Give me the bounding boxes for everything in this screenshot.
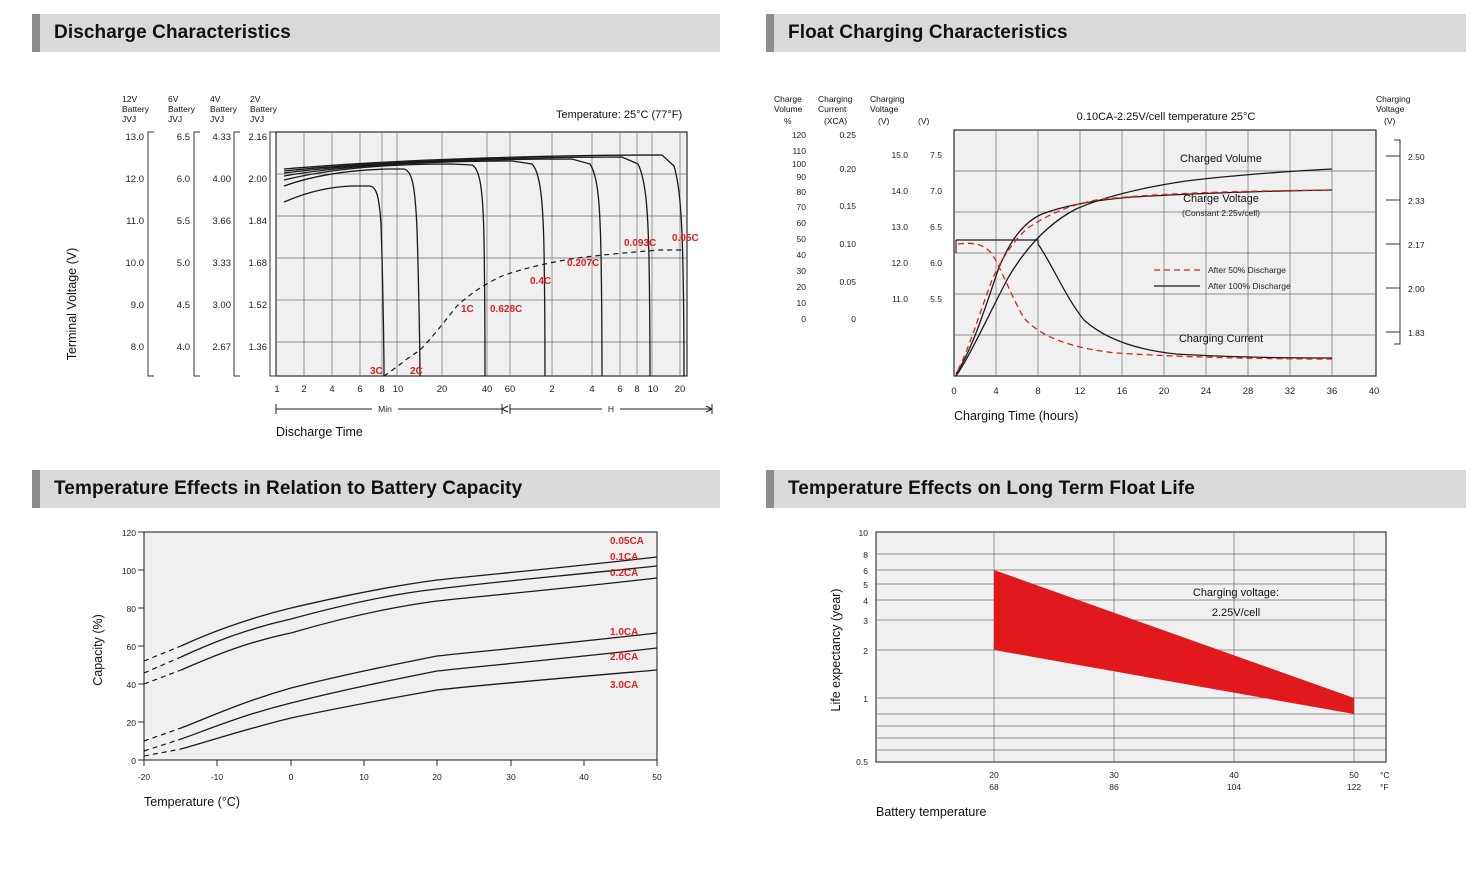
x-float-10: 40 (1368, 386, 1380, 397)
series-label-0207c: 0.207C (567, 258, 600, 269)
series-label-30ca: 3.0CA (610, 680, 639, 691)
x-h-3: 8 (634, 384, 640, 395)
y-4v-0: 4.33 (212, 132, 231, 143)
y-cap-0: 0 (131, 756, 136, 766)
y-cap-120: 120 (121, 528, 136, 538)
y-cc-020: 0.20 (839, 164, 856, 174)
scale-2v-l1: 2V (250, 94, 261, 104)
y-12v-3: 10.0 (125, 258, 144, 269)
axis-head-charging-current-unit: (XCA) (824, 116, 848, 126)
y-life-5: 5 (863, 580, 868, 590)
scale-4v-l3: JVJ (210, 114, 225, 124)
scale-12v-l3: JVJ (122, 114, 137, 124)
y-6v-2: 5.5 (176, 216, 190, 227)
y-12v-4: 9.0 (130, 300, 144, 311)
y-cap-60: 60 (126, 642, 136, 652)
page-title-floatlife: Temperature Effects on Long Term Float Life (788, 478, 1195, 499)
scale-2v-l3: JVJ (250, 114, 265, 124)
floatlife-annotation-line1: Charging voltage: (1192, 587, 1280, 599)
header-accent-bar (32, 470, 40, 508)
y-cv-100: 100 (791, 159, 806, 169)
x-h-0: 2 (549, 384, 555, 395)
x-cap-5: 30 (506, 772, 516, 782)
discharge-xlabel: Discharge Time (276, 425, 363, 439)
x-cap-4: 20 (432, 772, 442, 782)
x-cap-0: -20 (137, 772, 151, 782)
y-cv-110: 110 (792, 146, 806, 156)
series-label-02ca: 0.2CA (610, 568, 639, 579)
y-right-217: 2.17 (1408, 240, 1425, 250)
series-label-0628c: 0.628C (490, 304, 523, 315)
axis-head-charging-voltage-1: Charging (870, 94, 905, 104)
x-float-8: 32 (1284, 386, 1296, 397)
x-life-c-2: 40 (1229, 770, 1239, 780)
x-h-1: 4 (589, 384, 595, 395)
x-float-9: 36 (1326, 386, 1338, 397)
y-6v-1: 6.0 (176, 174, 190, 185)
series-label-20ca: 2.0CA (610, 652, 639, 663)
y-cell-65: 6.5 (930, 222, 942, 232)
y-cv-0: 0 (801, 314, 806, 324)
y-4v-3: 3.33 (212, 258, 231, 269)
y-6v-0: 6.5 (176, 132, 190, 143)
floatlife-xlabel: Battery temperature (876, 805, 987, 819)
y-2v-4: 1.52 (248, 300, 267, 311)
x-min-2: 4 (329, 384, 335, 395)
y-6v-4: 4.5 (176, 300, 190, 311)
x-h-4: 10 (647, 384, 659, 395)
y-life-3: 3 (863, 616, 868, 626)
x-unit-min: Min (378, 404, 392, 414)
y-cv-40: 40 (796, 250, 806, 260)
scale-12v-l1: 12V (122, 94, 138, 104)
y-right-250: 2.50 (1408, 152, 1425, 162)
y-cvolt-130: 13.0 (891, 222, 908, 232)
page-title-discharge: Discharge Characteristics (54, 22, 291, 43)
y-cap-20: 20 (126, 718, 136, 728)
x-float-1: 4 (993, 386, 999, 397)
axis-head-charging-voltage-unit: (V) (878, 116, 890, 126)
x-cap-1: -10 (210, 772, 224, 782)
x-float-3: 12 (1074, 386, 1086, 397)
y-cvolt-150: 15.0 (891, 150, 908, 160)
x-min-3: 6 (357, 384, 363, 395)
y-cv-20: 20 (796, 282, 806, 292)
axis-head-right-2: Voltage (1376, 104, 1405, 114)
y-6v-3: 5.0 (176, 258, 190, 269)
header-accent-bar (766, 14, 774, 52)
label-charged-volume: Charged Volume (1180, 153, 1262, 165)
y-life-05: 0.5 (856, 757, 868, 767)
scale-4v-l2: Battery (210, 104, 237, 114)
series-label-10ca: 1.0CA (610, 627, 639, 638)
x-h-5: 20 (674, 384, 686, 395)
header-accent-bar (32, 14, 40, 52)
y-4v-1: 4.00 (212, 174, 231, 185)
y-life-6: 6 (863, 566, 868, 576)
x-life-f-3: 122 (1346, 782, 1362, 792)
axis-head-charging-current-1: Charging (818, 94, 853, 104)
tempcap-plot-area (144, 532, 657, 760)
float-xlabel: Charging Time (hours) (954, 409, 1079, 423)
floatlife-ylabel: Life expectancy (year) (829, 588, 843, 712)
axis-head-right-unit: (V) (1384, 116, 1396, 126)
series-label-0093c: 0.093C (624, 238, 657, 249)
x-cap-3: 10 (359, 772, 369, 782)
y-12v-0: 13.0 (125, 132, 144, 143)
y-4v-5: 2.67 (212, 342, 231, 353)
float-chart (766, 54, 1466, 454)
y-2v-5: 1.36 (248, 342, 267, 353)
panel-float-header (766, 14, 1466, 52)
y-life-8: 8 (863, 550, 868, 560)
series-label-01ca: 0.1CA (610, 552, 639, 563)
y-2v-0: 2.16 (248, 132, 267, 143)
y-cell-75: 7.5 (930, 150, 942, 160)
axis-head-charging-voltage-2: Voltage (870, 104, 899, 114)
tempcap-ylabel: Capacity (%) (91, 614, 105, 686)
x-life-f-1: 86 (1109, 782, 1119, 792)
series-label-005c: 0.05C (672, 233, 699, 244)
y-cvolt-140: 14.0 (891, 186, 908, 196)
x-float-4: 16 (1116, 386, 1128, 397)
x-float-5: 20 (1158, 386, 1170, 397)
x-min-8: 60 (504, 384, 516, 395)
y-cap-100: 100 (121, 566, 136, 576)
y-cell-55: 5.5 (930, 294, 942, 304)
series-label-04c: 0.4C (530, 276, 552, 287)
scale-2v-l2: Battery (250, 104, 277, 114)
y-4v-2: 3.66 (212, 216, 231, 227)
y-2v-2: 1.84 (248, 216, 267, 227)
y-cv-90: 90 (796, 172, 806, 182)
scale-6v-l2: Battery (168, 104, 195, 114)
panel-tempcap-header (32, 470, 720, 508)
scale-6v-l1: 6V (168, 94, 179, 104)
y-cv-10: 10 (796, 298, 806, 308)
y-cc-015: 0.15 (839, 201, 856, 211)
y-cv-50: 50 (796, 234, 806, 244)
legend-after-100: After 100% Discharge (1208, 281, 1291, 291)
float-annotation: 0.10CA-2.25V/cell temperature 25°C (1076, 111, 1256, 123)
x-cap-7: 50 (652, 772, 662, 782)
x-float-0: 0 (951, 386, 957, 397)
x-float-6: 24 (1200, 386, 1212, 397)
y-cv-70: 70 (796, 202, 806, 212)
label-charge-voltage: Charge Voltage (1183, 193, 1259, 205)
y-cc-0: 0 (851, 314, 856, 324)
x-unit-celsius: °C (1380, 770, 1390, 780)
x-cap-2: 0 (288, 772, 294, 782)
floatlife-chart (766, 510, 1466, 860)
axis-head-charging-current-2: Current (818, 104, 847, 114)
x-life-c-3: 50 (1349, 770, 1359, 780)
scale-4v-l1: 4V (210, 94, 221, 104)
x-h-2: 6 (617, 384, 623, 395)
header-accent-bar (766, 470, 774, 508)
tempcap-chart (32, 510, 720, 860)
x-min-4: 8 (379, 384, 385, 395)
discharge-ylabel: Terminal Voltage (V) (65, 247, 79, 361)
x-unit-h: H (607, 404, 615, 414)
x-life-c-1: 30 (1109, 770, 1119, 780)
discharge-annotation: Temperature: 25°C (77°F) (556, 109, 683, 121)
y-2v-1: 2.00 (248, 174, 267, 185)
y-cv-60: 60 (796, 218, 806, 228)
panel-floatlife-header (766, 470, 1466, 508)
y-life-1: 1 (863, 694, 868, 704)
y-cv-120: 120 (791, 130, 806, 140)
floatlife-annotation-line2: 2.25V/cell (1211, 607, 1261, 619)
axis-head-charge-volume-unit: % (784, 116, 792, 126)
series-label-005ca: 0.05CA (610, 536, 644, 547)
page-title-float: Float Charging Characteristics (788, 22, 1068, 43)
y-4v-4: 3.00 (212, 300, 231, 311)
panel-float-life (766, 470, 1466, 860)
panel-float-charging (766, 14, 1466, 454)
panel-discharge-header (32, 14, 720, 52)
axis-head-charge-volume-1: Charge (774, 94, 802, 104)
discharge-chart (32, 54, 720, 454)
y-right-233: 2.33 (1408, 196, 1425, 206)
axis-head-charge-volume-2: Volume (774, 104, 803, 114)
x-min-1: 2 (301, 384, 307, 395)
y-cvolt-120: 12.0 (891, 258, 908, 268)
axis-head-cellvolt-unit: (V) (918, 116, 930, 126)
y-cv-30: 30 (796, 266, 806, 276)
y-cc-010: 0.10 (839, 239, 856, 249)
x-min-0: 1 (274, 384, 280, 395)
panel-temp-capacity (32, 470, 720, 860)
series-label-2c: 2C (410, 366, 423, 377)
y-cap-40: 40 (126, 680, 136, 690)
label-charging-current: Charging Current (1178, 333, 1264, 345)
series-label-1c: 1C (461, 304, 474, 315)
x-life-f-2: 104 (1226, 782, 1242, 792)
x-min-7: 40 (481, 384, 493, 395)
y-life-4: 4 (863, 596, 868, 606)
x-cap-6: 40 (579, 772, 589, 782)
panel-discharge (32, 14, 720, 454)
x-float-7: 28 (1242, 386, 1254, 397)
x-float-2: 8 (1035, 386, 1041, 397)
y-life-10: 10 (858, 528, 868, 538)
y-right-183: 1.83 (1408, 328, 1425, 338)
x-life-c-0: 20 (989, 770, 999, 780)
tempcap-xlabel: Temperature (°C) (144, 795, 240, 809)
x-unit-fahrenheit: °F (1380, 782, 1389, 792)
y-12v-5: 8.0 (130, 342, 144, 353)
series-label-3c: 3C (370, 366, 383, 377)
y-12v-2: 11.0 (126, 216, 144, 227)
y-cap-80: 80 (126, 604, 136, 614)
page-title-tempcap: Temperature Effects in Relation to Battery Capacity (54, 478, 523, 499)
scale-12v-l2: Battery (122, 104, 149, 114)
x-life-f-0: 68 (989, 782, 999, 792)
y-right-200: 2.00 (1408, 284, 1425, 294)
y-cell-70: 7.0 (930, 186, 942, 196)
scale-6v-l3: JVJ (168, 114, 183, 124)
y-cv-80: 80 (796, 187, 806, 197)
x-min-6: 20 (436, 384, 448, 395)
legend-after-50: After 50% Discharge (1208, 265, 1286, 275)
y-life-2: 2 (863, 646, 868, 656)
y-12v-1: 12.0 (125, 174, 144, 185)
x-min-5: 10 (392, 384, 404, 395)
axis-head-right-1: Charging (1376, 94, 1411, 104)
label-charge-voltage-sub: (Constant 2.25v/cell) (1182, 208, 1260, 218)
y-cc-025: 0.25 (839, 130, 856, 140)
y-2v-3: 1.68 (248, 258, 267, 269)
y-cc-005: 0.05 (839, 277, 856, 287)
y-6v-5: 4.0 (176, 342, 190, 353)
y-cell-60: 6.0 (930, 258, 942, 268)
y-cvolt-110: 11.0 (892, 294, 908, 304)
